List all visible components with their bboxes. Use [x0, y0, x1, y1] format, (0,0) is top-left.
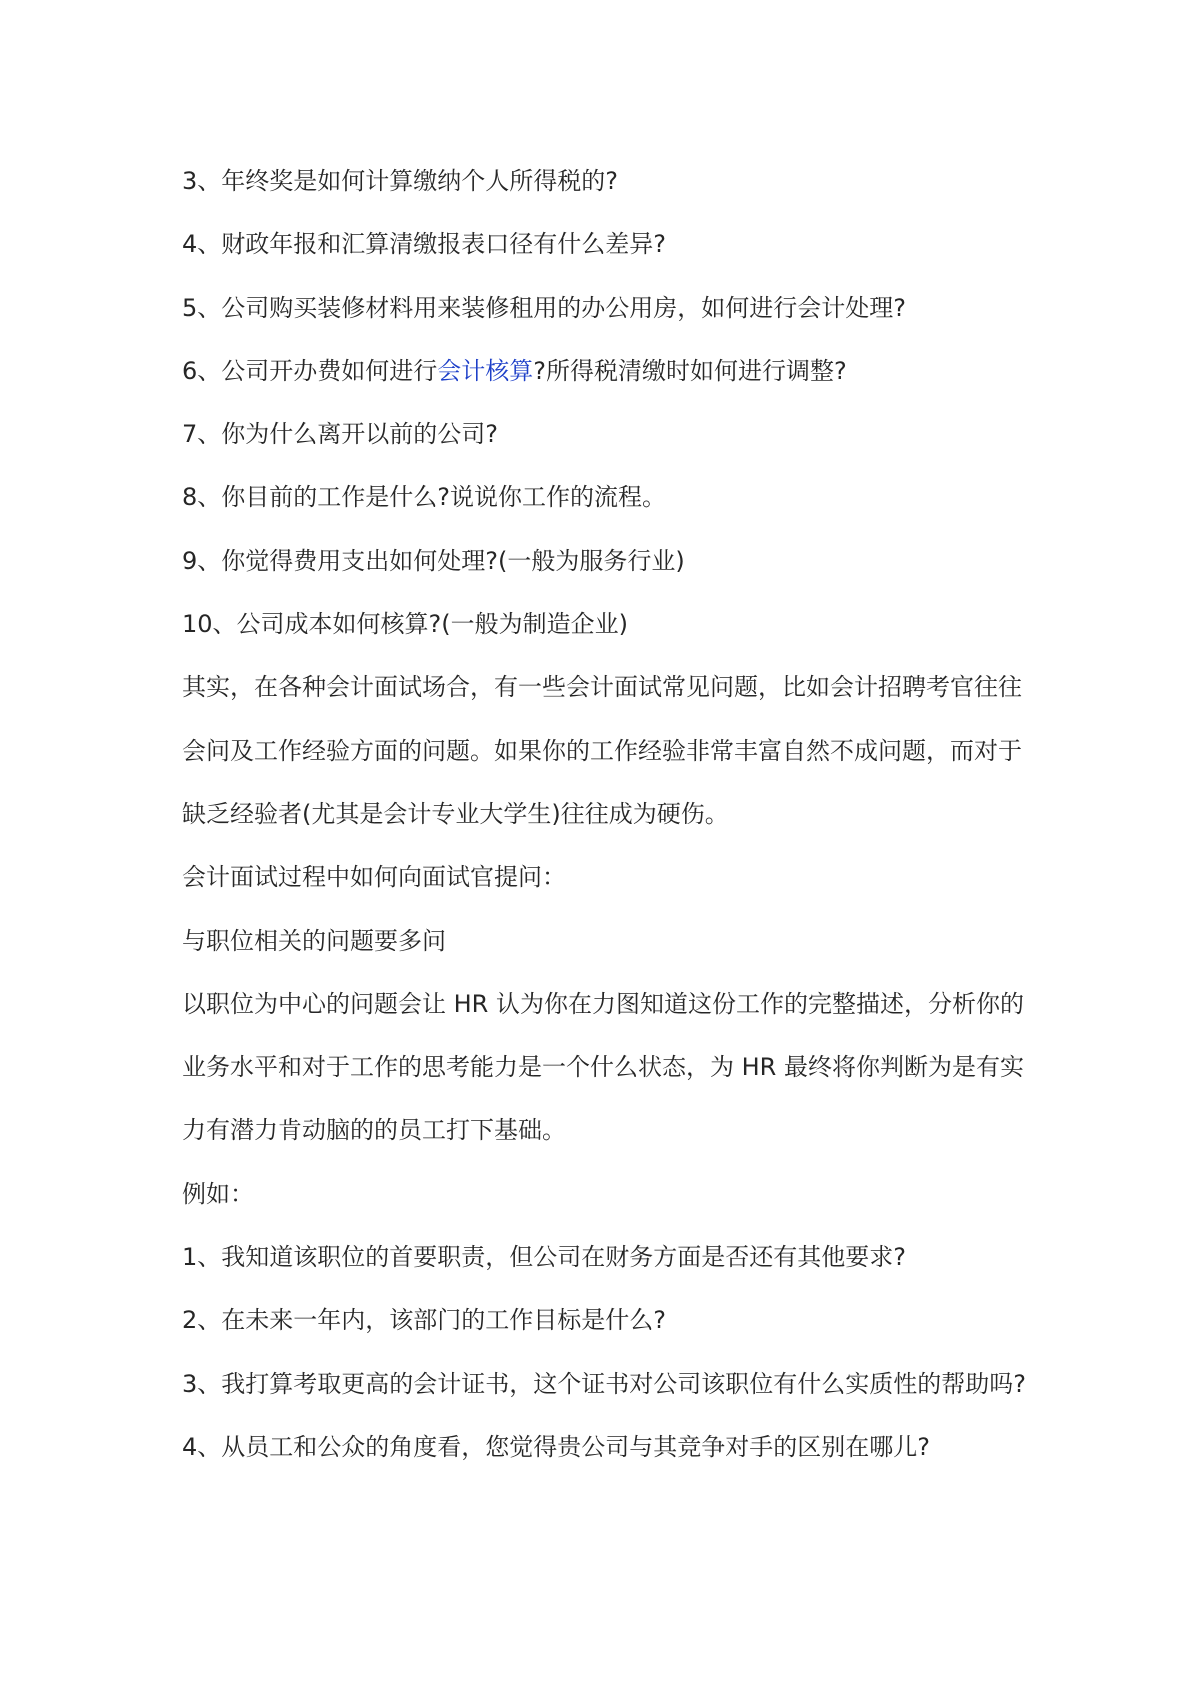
paragraph-line: 业务水平和对于工作的思考能力是一个什么状态，为 HR 最终将你判断为是有实	[182, 1053, 1024, 1082]
question-line: 2、在未来一年内，该部门的工作目标是什么?	[182, 1306, 667, 1335]
question-line: 4、从员工和公众的角度看，您觉得贵公司与其竞争对手的区别在哪儿?	[182, 1432, 931, 1461]
example-label: 例如：	[182, 1179, 254, 1208]
question-line: 3、年终奖是如何计算缴纳个人所得税的?	[182, 167, 619, 195]
paragraph-line: 会问及工作经验方面的问题。如果你的工作经验非常丰富自然不成问题，而对于	[182, 736, 1022, 765]
paragraph-line: 力有潜力肯动脑的的员工打下基础。	[182, 1116, 566, 1145]
section-heading: 会计面试过程中如何向面试官提问：	[182, 863, 566, 892]
question-line-with-link	[182, 340, 1042, 403]
question-line: 3、我打算考取更高的会计证书，这个证书对公司该职位有什么实质性的帮助吗?	[182, 1369, 1027, 1398]
question-line: 4、财政年报和汇算清缴报表口径有什么差异?	[182, 230, 667, 259]
question-line: 5、公司购买装修材料用来装修租用的办公用房，如何进行会计处理?	[182, 293, 907, 322]
accounting-link[interactable]: 会计核算	[437, 356, 534, 385]
paragraph-line: 以职位为中心的问题会让 HR 认为你在力图知道这份工作的完整描述，分析你的	[182, 989, 1024, 1018]
paragraph-line: 缺乏经验者(尤其是会计专业大学生)往往成为硬伤。	[182, 799, 729, 828]
question-line: 1、我知道该职位的首要职责，但公司在财务方面是否还有其他要求?	[182, 1243, 907, 1272]
paragraph-line: 其实，在各种会计面试场合，有一些会计面试常见问题，比如会计招聘考官往往	[182, 673, 1022, 702]
question-line: 9、你觉得费用支出如何处理?(一般为服务行业)	[182, 546, 685, 575]
question-line: 7、你为什么离开以前的公司?	[182, 420, 499, 449]
document-body	[182, 150, 1042, 1479]
question-text-before-link: 6、公司开办费如何进行	[182, 356, 438, 385]
section-subheading: 与职位相关的问题要多问	[182, 926, 446, 955]
question-line: 10、公司成本如何核算?(一般为制造企业)	[182, 610, 629, 639]
question-line: 8、你目前的工作是什么?说说你工作的流程。	[182, 483, 667, 512]
question-text-after-link: ?所得税清缴时如何进行调整?	[533, 356, 847, 385]
